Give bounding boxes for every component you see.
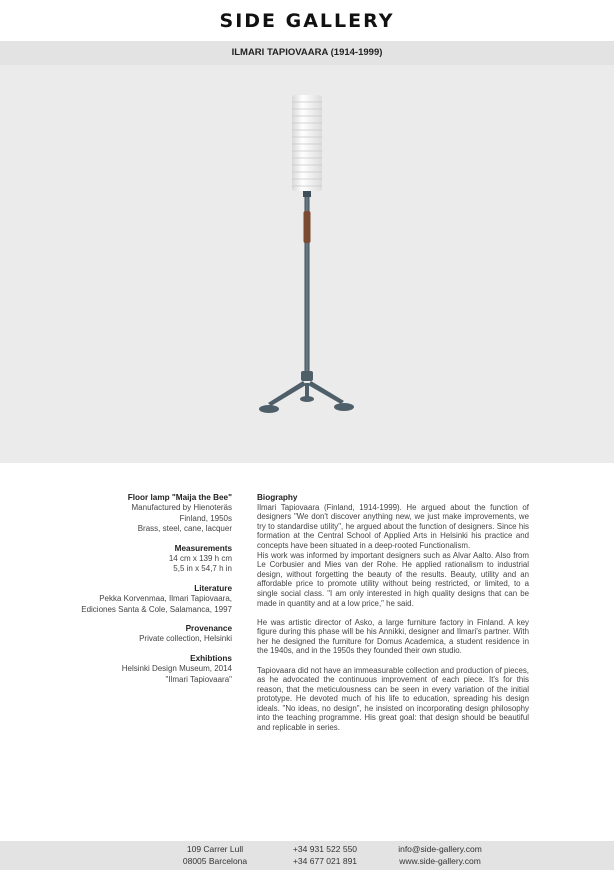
phone-link[interactable]: +34 931 522 550 bbox=[292, 844, 358, 854]
manufacture-line: Manufactured by Hienoteräs bbox=[131, 503, 232, 513]
footer-phones bbox=[280, 844, 370, 867]
literature-line: Ediciones Santa & Cole, Salamanca, 1997 bbox=[81, 604, 232, 614]
lamp-base bbox=[259, 371, 354, 413]
details-intro bbox=[60, 493, 232, 535]
lamp-shade bbox=[292, 95, 322, 197]
email-link[interactable]: info@side-gallery.com bbox=[398, 844, 482, 854]
phone-link[interactable]: +34 677 021 891 bbox=[292, 855, 358, 866]
manufacture-line: Finland, 1950s bbox=[179, 513, 232, 523]
address-city: 08005 Barcelona bbox=[182, 855, 248, 866]
lamp-cane-grip bbox=[304, 211, 311, 243]
measurements-block bbox=[60, 544, 232, 575]
footer-address bbox=[170, 844, 260, 867]
measurements-label: Measurements bbox=[174, 543, 232, 553]
literature-block bbox=[60, 584, 232, 615]
exhibition-line: "Ilmari Tapiovaara" bbox=[165, 674, 232, 684]
biography-paragraph-1: Ilmari Tapiovaara (Finland, 1914-1999). He argued about the function of designers "We don't discover anything new, we just make improvements, we try to standardise utility", he argued about the function of designers. Since his formation at the Central School of Applied Arts in Helsinki his practice and concepts have been situated in a deep-rooted Functionalism. bbox=[257, 502, 529, 550]
biography-label: Biography bbox=[257, 493, 298, 502]
exhibitions-block bbox=[60, 654, 232, 685]
materials-line: Brass, steel, cane, lacquer bbox=[137, 524, 232, 534]
provenance-label: Provenance bbox=[185, 624, 232, 634]
provenance-line: Private collection, Helsinki bbox=[139, 634, 232, 644]
website-link[interactable]: www.side-gallery.com bbox=[399, 855, 481, 866]
product-image bbox=[0, 65, 614, 463]
literature-line: Pekka Korvenmaa, Ilmari Tapiovaara, bbox=[99, 594, 232, 604]
provenance-block bbox=[60, 624, 232, 645]
brand-logo: SIDE GALLERY bbox=[219, 10, 395, 32]
footer bbox=[0, 841, 614, 870]
artwork-title: Floor lamp "Maija the Bee" bbox=[127, 493, 232, 502]
measurement-line: 5,5 in x 54,7 h in bbox=[173, 564, 232, 574]
designer-heading: ILMARI TAPIOVAARA (1914-1999) bbox=[0, 41, 614, 65]
address-street: 109 Carrer Lull bbox=[186, 844, 244, 854]
footer-contact bbox=[390, 844, 490, 867]
biography-paragraph-3: He was artistic director of Asko, a large furniture factory in Finland. A key figure during this phase will be his Annikki, designer and Ilmari's partner. With her he designed the furniture for Domus Academica, a student residence in the 1940s, and in the 1950s they founded their own studio. bbox=[257, 617, 529, 656]
literature-label: Literature bbox=[194, 583, 232, 593]
exhibitions-label: Exhibtions bbox=[190, 653, 232, 663]
biography-section bbox=[257, 493, 529, 742]
biography-paragraph-4: Tapiovaara did not have an immeasurable collection and production of pieces, as he advocated the continuous improvement of each piece. It's for this reason, that the meticulousness can be seen in every variation of the initial prototype. He devoted much of his life to education, spreading his design ideals. "No ideas, no design", he insisted on incorporating design philosophy into the teaching programme. His great goal: that design should be beautiful and replicable in series. bbox=[257, 665, 529, 733]
artwork-details bbox=[60, 493, 232, 694]
measurement-line: 14 cm x 139 h cm bbox=[168, 554, 232, 564]
biography-paragraph-2: His work was informed by important designers such as Alvar Aalto. Also from Le Corbusier and Mies van der Rohe. He applied rationalism to industrial design, without forgetting the beauty of the results. Beauty, utility and an affordable price to promote utility without being restricted, or limited, to a single social class. "I am only interested in high quality designs that can be made in quantity and at a low price," he said. bbox=[257, 550, 529, 608]
exhibition-line: Helsinki Design Museum, 2014 bbox=[121, 664, 232, 674]
floor-lamp-illustration bbox=[0, 65, 614, 463]
